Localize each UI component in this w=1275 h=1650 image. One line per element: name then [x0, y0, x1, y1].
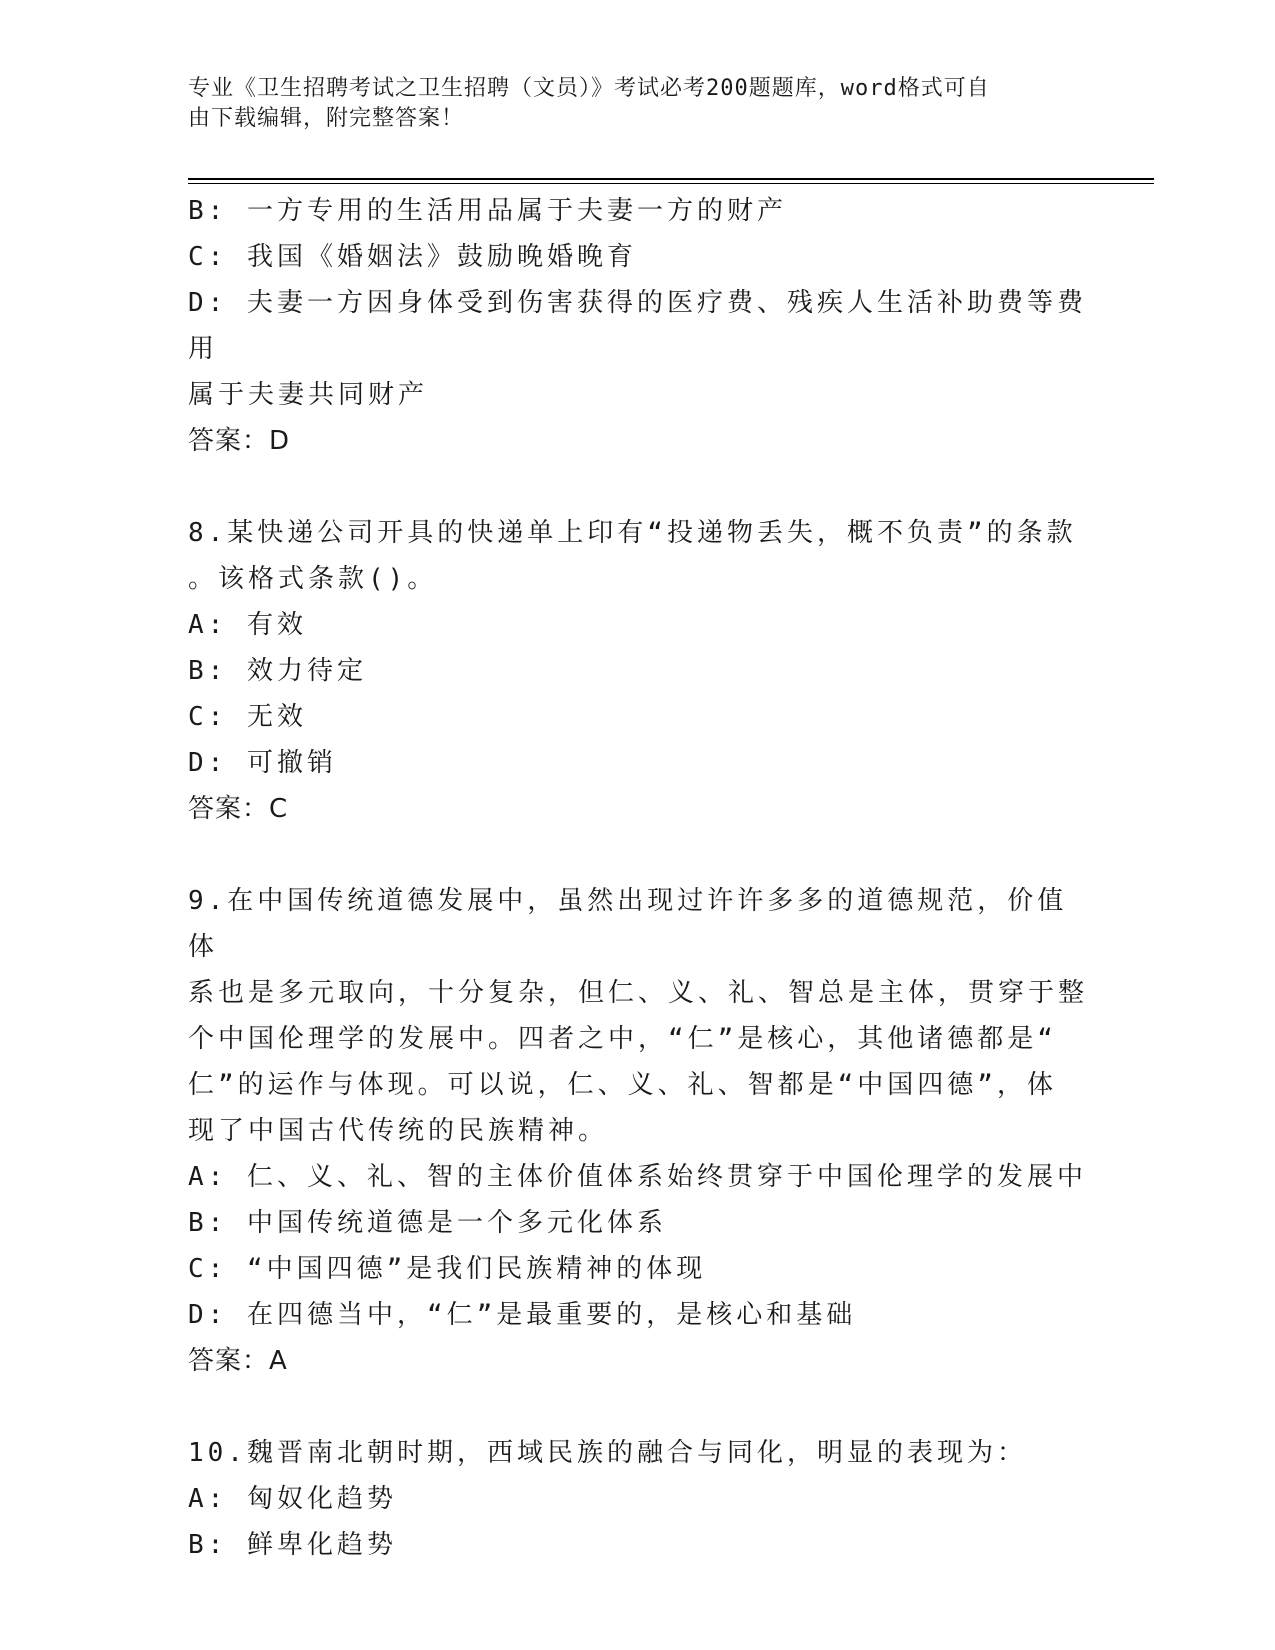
option-d: D: 在四德当中，“仁”是最重要的，是核心和基础: [188, 1300, 857, 1330]
option-b: B: 效力待定: [188, 656, 367, 686]
option-a: A: 仁、义、礼、智的主体价值体系始终贯穿于中国伦理学的发展中: [188, 1162, 1087, 1192]
spacer: [188, 832, 1088, 878]
answer: 答案：D: [188, 426, 291, 456]
question-block-7: [188, 188, 1088, 464]
question-stem-line-1: 8.某快递公司开具的快递单上印有“投递物丢失，概不负责”的条款: [188, 518, 1077, 548]
option-b: B: 一方专用的生活用品属于夫妻一方的财产: [188, 196, 787, 226]
spacer: [188, 464, 1088, 510]
question-list: [188, 188, 1088, 1568]
question-block-10: [188, 1430, 1088, 1568]
option-a: A: 匈奴化趋势: [188, 1484, 397, 1514]
question-stem-line-5: 现了中国古代传统的民族精神。: [188, 1116, 609, 1146]
page-header: [188, 74, 1068, 134]
header-rule-thin: [188, 183, 1154, 184]
header-line-1: 专业《卫生招聘考试之卫生招聘（文员）》考试必考200题题库，word格式可自: [188, 76, 990, 101]
answer: 答案：C: [188, 794, 289, 824]
question-stem-line-2: 。该格式条款()。: [188, 564, 438, 594]
option-d-line-2: 属于夫妻共同财产: [188, 380, 429, 410]
question-block-9: [188, 878, 1088, 1384]
question-stem-line-2: 系也是多元取向，十分复杂，但仁、义、礼、智总是主体，贯穿于整: [188, 978, 1089, 1008]
question-stem-line-1: 10.魏晋南北朝时期，西域民族的融合与同化，明显的表现为：: [188, 1438, 1027, 1468]
header-line-2: 由下载编辑，附完整答案！: [188, 106, 465, 131]
option-c: C: 无效: [188, 702, 307, 732]
option-a: A: 有效: [188, 610, 307, 640]
spacer: [188, 1384, 1088, 1430]
question-block-8: [188, 510, 1088, 832]
option-b: B: 中国传统道德是一个多元化体系: [188, 1208, 667, 1238]
option-c: C: 我国《婚姻法》鼓励晚婚晚育: [188, 242, 637, 272]
question-stem-line-1: 9.在中国传统道德发展中，虽然出现过许许多多的道德规范，价值体: [188, 886, 1068, 962]
question-stem-line-3: 个中国伦理学的发展中。四者之中，“仁”是核心，其他诸德都是“: [188, 1024, 1057, 1054]
header-rule-thick: [188, 178, 1154, 180]
option-d: D: 可撤销: [188, 748, 337, 778]
option-b: B: 鲜卑化趋势: [188, 1530, 397, 1560]
option-c: C: “中国四德”是我们民族精神的体现: [188, 1254, 707, 1284]
question-stem-line-4: 仁”的运作与体现。可以说，仁、义、礼、智都是“中国四德”，体: [188, 1070, 1057, 1100]
answer: 答案：A: [188, 1346, 288, 1376]
option-d-line-1: D: 夫妻一方因身体受到伤害获得的医疗费、残疾人生活补助费等费用: [188, 288, 1087, 364]
